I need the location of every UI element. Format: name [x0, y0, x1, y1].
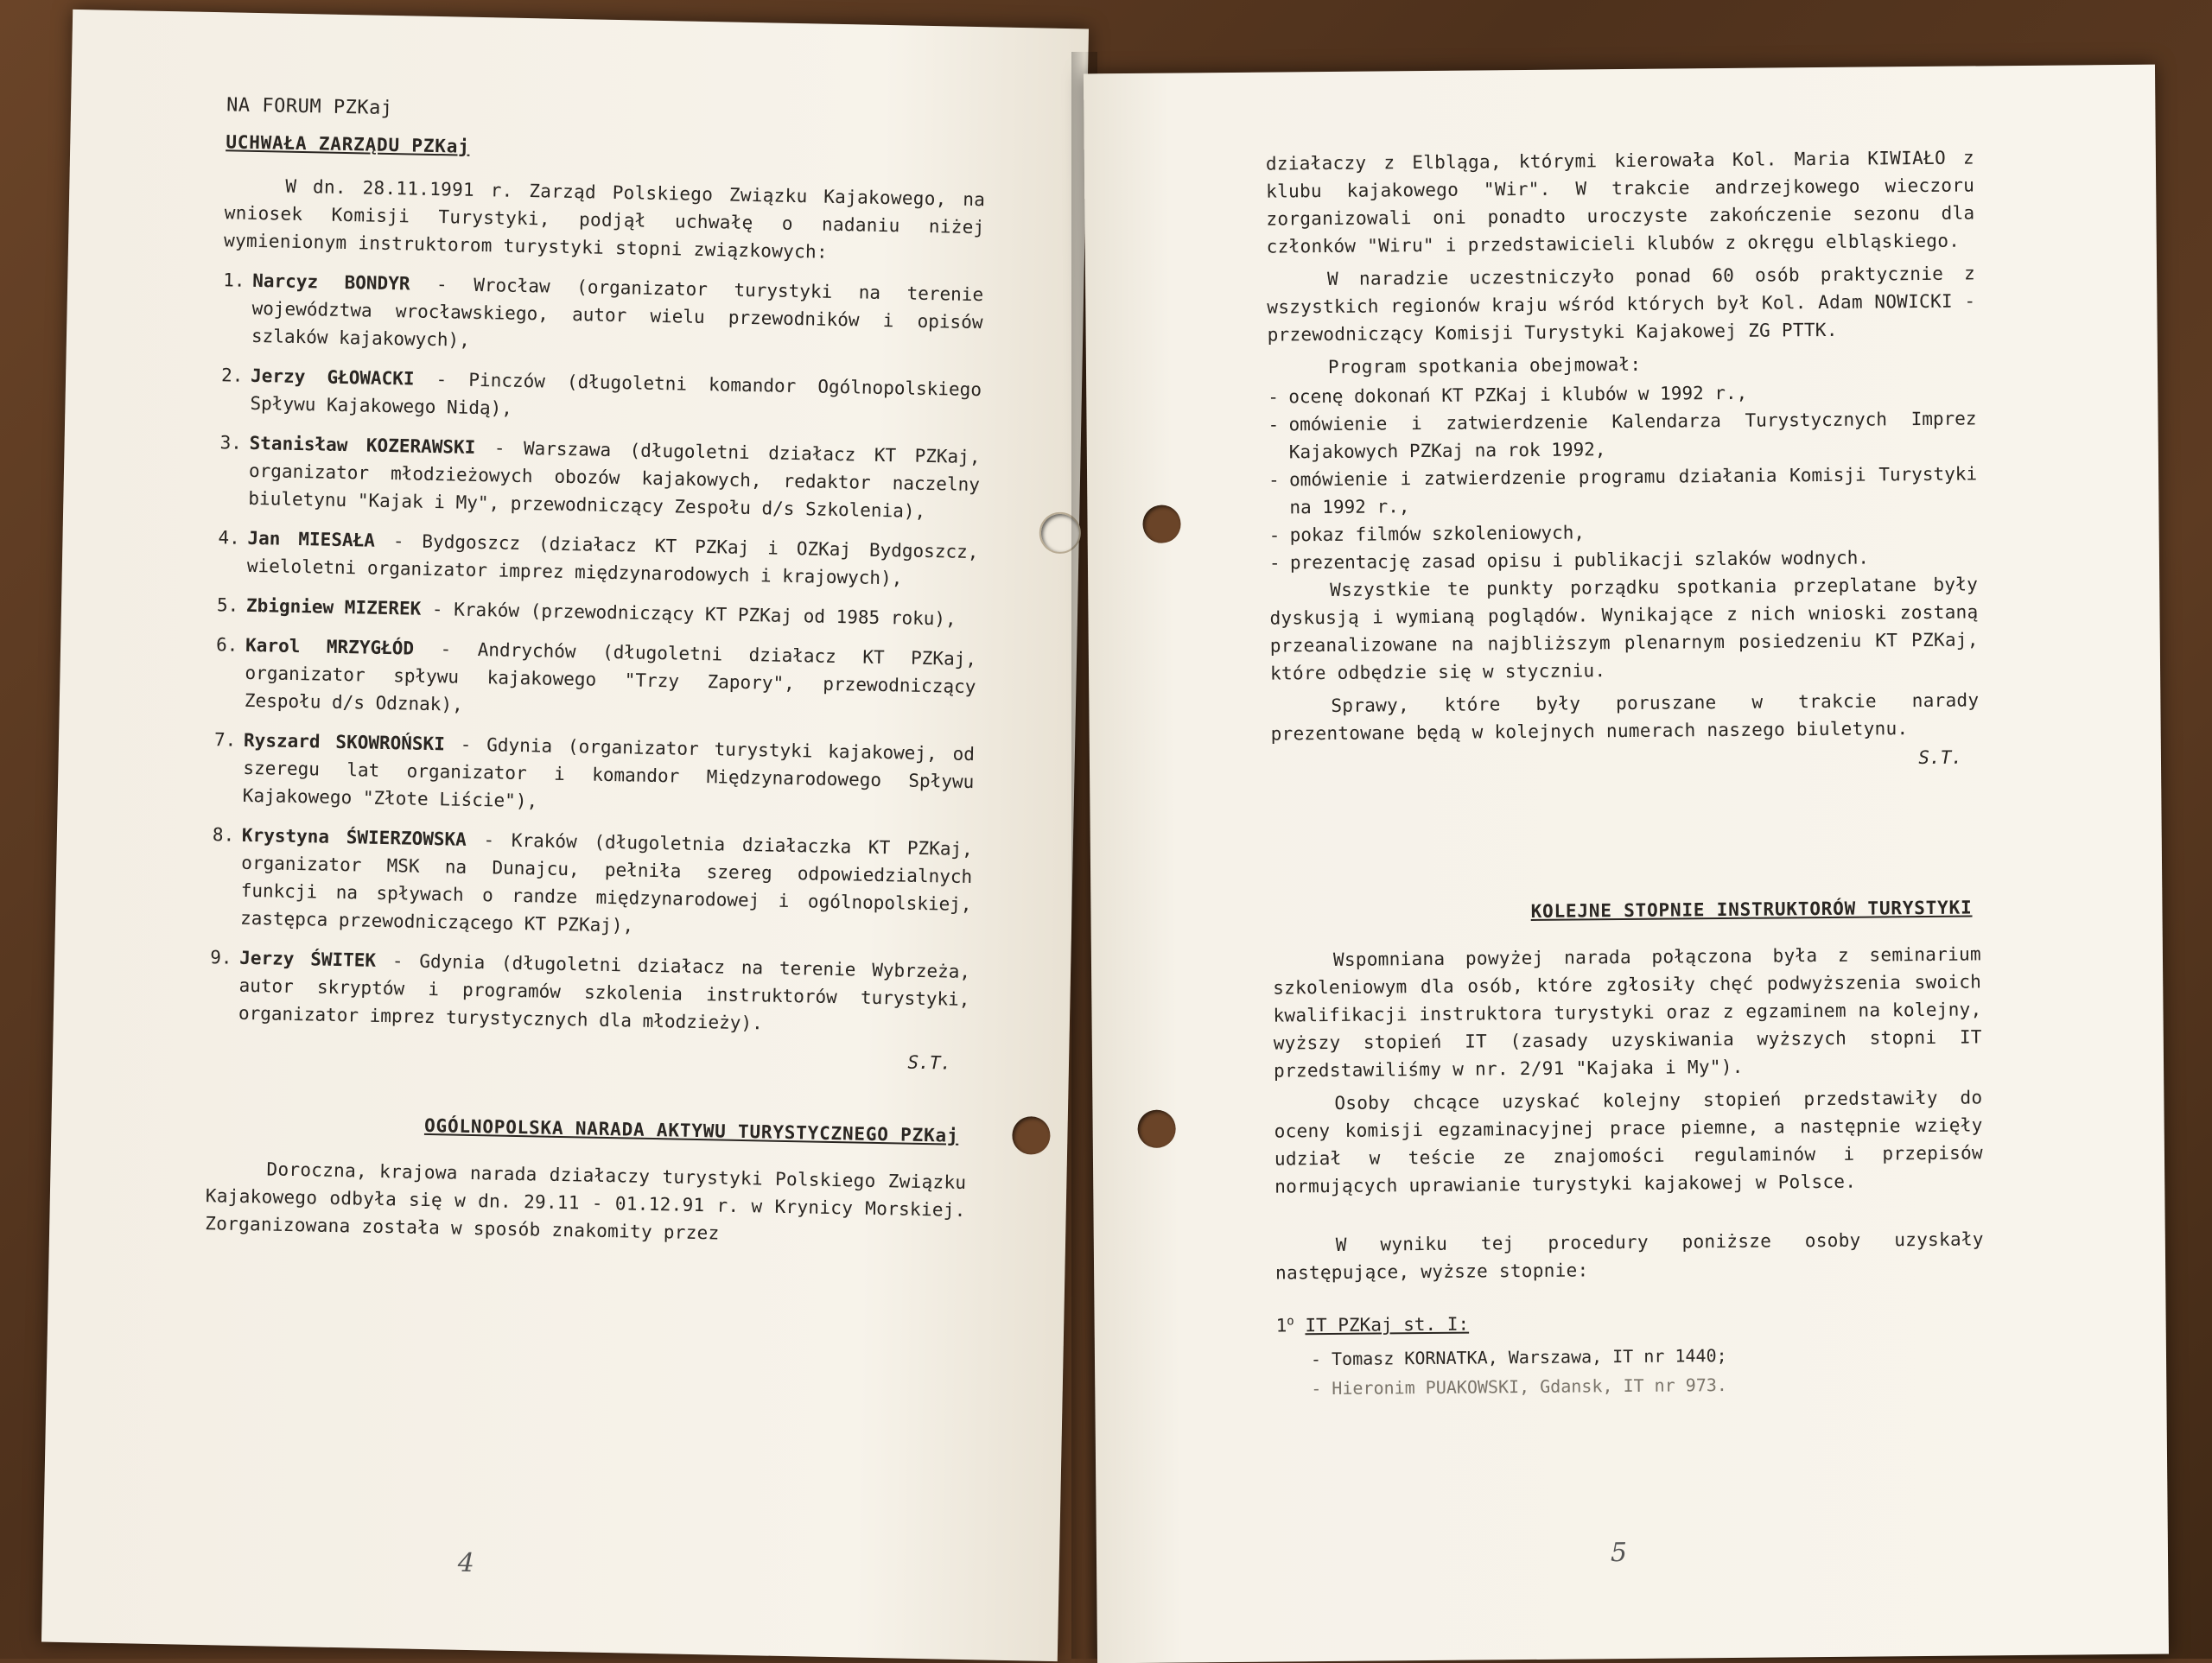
instructor-desc: - Kraków (długoletnia działaczka KT PZKaj, organizator MSK na Dunajcu, pełniła szereg odpowiedzialnych funkcji na spływach o randze międzynarodowej i ogólnopolskiej, zastępca przewodniczącego KT PZKaj),	[239, 828, 974, 936]
agenda-dash: -	[1268, 524, 1281, 546]
left-page-content	[205, 94, 987, 1252]
seminar-paragraph: Wspomniana powyżej narada połączona była z seminarium szkoleniowym dla osób, które zgłosiły chęć podwyższenia swoich kwalifikacji instruktora turystyki oraz z egzaminem na kolejny, wyższy stopień IT (zasady uzyskiwania wyższych stopni IT przedstawiliśmy w nr. 2/91 "Kajaka i My").	[1273, 943, 1982, 1082]
instructor-name: Jan MIESAŁA	[247, 527, 376, 551]
page-number: 4	[457, 1547, 475, 1579]
agenda-item: ocenę dokonań KT PZKaj i klubów w 1992 r.,	[1288, 382, 1748, 408]
list-item: - Tomasz KORNATKA, Warszawa, IT nr 1440;	[1310, 1345, 1727, 1370]
instructor-desc: - Gdynia (długoletni działacz na terenie Wybrzeża, autor skryptów i programów szkolenia instruktorów turystyki, organizator imprez turystycznych dla młodzieży).	[238, 949, 971, 1034]
list-item	[218, 524, 979, 593]
instructor-name: Narcyz BONDYR	[252, 270, 410, 295]
instructor-list	[209, 266, 984, 1041]
item-number: 7.	[213, 729, 237, 751]
section-label: NA FORUM PZKaj	[226, 94, 393, 120]
person-list	[1311, 1338, 1986, 1403]
item-number: 5.	[216, 594, 239, 616]
list-item	[220, 361, 982, 431]
agenda-item: pokaz filmów szkoleniowych,	[1289, 522, 1586, 546]
agenda-item: omówienie i zatwierdzenie Kalendarza Turystycznych Imprez Kajakowych PZKaj na rok 1992,	[1288, 408, 1977, 463]
instructor-desc: - Wrocław (organizator turystyki na terenie województwa wrocławskiego, autor wielu przewodników i opisów szlaków kajakowych),	[251, 273, 984, 351]
instructor-name: Zbigniew MIZEREK	[245, 594, 422, 619]
instructor-desc: - Gdynia (organizator turystyki kajakowej, od szeregu lat organizator i komandor Międzynarodowego Spływu Kajakowego "Złote Liście"),	[242, 733, 976, 812]
agenda-item: prezentację zasad opisu i publikacji szlaków wodnych.	[1289, 547, 1870, 574]
item-number: 8.	[212, 824, 235, 846]
list-item	[219, 428, 981, 526]
instructor-desc: - Bydgoszcz (działacz KT PZKaj i OZKaj Bydgoszcz, wieloletni organizator imprez międzynarodowych i krajowych),	[246, 530, 979, 589]
agenda-item: omówienie i zatwierdzenie programu działania Komisji Turystyki na 1992 r.,	[1289, 463, 1978, 518]
list-item	[217, 591, 977, 633]
binder-hole	[1012, 1116, 1051, 1155]
degree-number: 1	[1275, 1315, 1287, 1336]
agenda-dash: -	[1268, 414, 1280, 435]
degree-title: IT PZKaj st. I:	[1305, 1313, 1470, 1336]
degree-label	[1275, 1301, 1984, 1339]
item-number: 3.	[219, 432, 243, 454]
next-issues-paragraph: Sprawy, które były poruszane w trakcie narady prezentowane będą w kolejnych numerach naszego biuletynu.	[1270, 689, 1980, 745]
agenda-dash: -	[1268, 386, 1280, 408]
list-item	[211, 821, 973, 946]
item-number: 4.	[218, 527, 241, 549]
item-number: 9.	[209, 947, 232, 968]
right-page	[1084, 65, 2169, 1663]
item-number: 2.	[220, 365, 244, 386]
instructor-desc: - Warszawa (długoletni działacz KT PZKaj, organizator młodzieżowych obozów kajakowych, redaktor naczelny biuletynu "Kajak i My", przewodniczący Zespołu d/s Szkolenia),	[248, 436, 981, 522]
instructor-name: Jerzy ŚWITEK	[238, 947, 377, 971]
agenda-list	[1268, 377, 1978, 576]
participants-paragraph: W naradzie uczestniczyło ponad 60 osób praktycznie z wszystkich regionów kraju wśród których był Kol. Adam NOWICKI - przewodniczący Komisji Turystyki Kajakowej ZG PTTK.	[1267, 263, 1976, 346]
binder-hole	[1142, 505, 1180, 543]
instructor-name: Stanisław KOZERAWSKI	[249, 432, 476, 458]
result-intro: W wyniku tej procedury poniższe osoby uzyskały następujące, wyższe stopnie:	[1275, 1228, 1984, 1284]
list-item	[209, 943, 971, 1041]
exam-paragraph: Osoby chcące uzyskać kolejny stopień przedstawiły do oceny komisji egzaminacyjnej prace piemne, a następnie wzięły udział w teście ze znajomości regulaminów i przepisów normujących uprawianie turystyki kajakowej w Polsce.	[1274, 1087, 1984, 1197]
list-item	[215, 631, 977, 728]
instructor-name: Krystyna ŚWIERZOWSKA	[241, 824, 467, 850]
list-item	[1268, 460, 1978, 521]
item-number: 1.	[223, 270, 245, 291]
instructor-name: Ryszard SKOWROŃSKI	[243, 729, 446, 755]
signature: S.T.	[1918, 746, 1963, 769]
program-intro: Program spotkania obejmował:	[1327, 353, 1642, 378]
agenda-dash: -	[1268, 469, 1280, 491]
binder-hole	[1137, 1110, 1175, 1148]
agenda-dash: -	[1268, 552, 1281, 574]
instructor-name: Karol MRZYGŁÓD	[245, 634, 415, 659]
meeting-paragraph: Doroczna, krajowa narada działaczy turystyki Polskiego Związku Kajakowego odbyła się w dn. 29.11 - 01.12.91 r. w Krynicy Morskiej. Zorganizowana została w sposób znakomity przez	[205, 1158, 967, 1244]
instructor-desc: - Kraków (przewodniczący KT PZKaj od 1985 roku),	[421, 598, 957, 630]
list-item: - Hieronim PUAKOWSKI, Gdansk, IT nr 973.	[1311, 1374, 1728, 1400]
instructor-desc: - Pinczów (długoletni komandor Ogólnopolskiego Spływu Kajakowego Nidą),	[250, 368, 982, 419]
degree-sup: o	[1287, 1314, 1294, 1329]
meeting-heading: OGÓLNOPOLSKA NARADA AKTYWU TURYSTYCZNEGO PZKaj	[423, 1114, 959, 1146]
list-item	[222, 266, 984, 364]
right-page-content	[1266, 143, 1986, 1403]
page-number: 5	[1610, 1538, 1628, 1569]
resolution-intro: W dn. 28.11.1991 r. Zarząd Polskiego Związku Kajakowego, na wniosek Komisji Turystyki, podjął uchwałę o nadaniu niżej wymienionym instruktorom turystyki stopni związkowych:	[223, 175, 986, 263]
discussion-paragraph: Wszystkie te punkty porządku spotkania przeplatane były dyskusją i wymianą poglądów. Wynikające z nich wnioski zostaną przeanalizowane na najbliższym plenarnym posiedzeniu KT PZKaj, które odbędzie się w styczniu.	[1269, 574, 1979, 684]
left-page	[41, 10, 1089, 1661]
item-number: 6.	[215, 634, 238, 656]
instructor-desc: - Andrychów (długoletni działacz KT PZKaj, organizator spływu kajakowego "Trzy Zapory", przewodniczący Zespołu d/s Odznak),	[244, 638, 977, 715]
signature: S.T.	[907, 1051, 952, 1074]
list-item	[213, 726, 976, 823]
list-item	[1268, 404, 1977, 466]
meeting-paragraph-continued: działaczy z Elbląga, którymi kierowała Kol. Maria KIWIAŁO z klubu kajakowego "Wir". W trakcie andrzejkowego wieczoru zorganizowali oni ponadto uroczyste zakończenie sezonu dla członków "Wiru" i przedstawicieli klubów z okręgu elbląskiego.	[1265, 147, 1975, 257]
resolution-heading: UCHWAŁA ZARZĄDU PZKaj	[226, 131, 470, 157]
instructor-name: Jerzy GŁOWACKI	[250, 365, 415, 390]
instructor-degrees-heading: KOLEJNE STOPNIE INSTRUKTORÓW TURYSTYKI	[1530, 897, 1973, 922]
